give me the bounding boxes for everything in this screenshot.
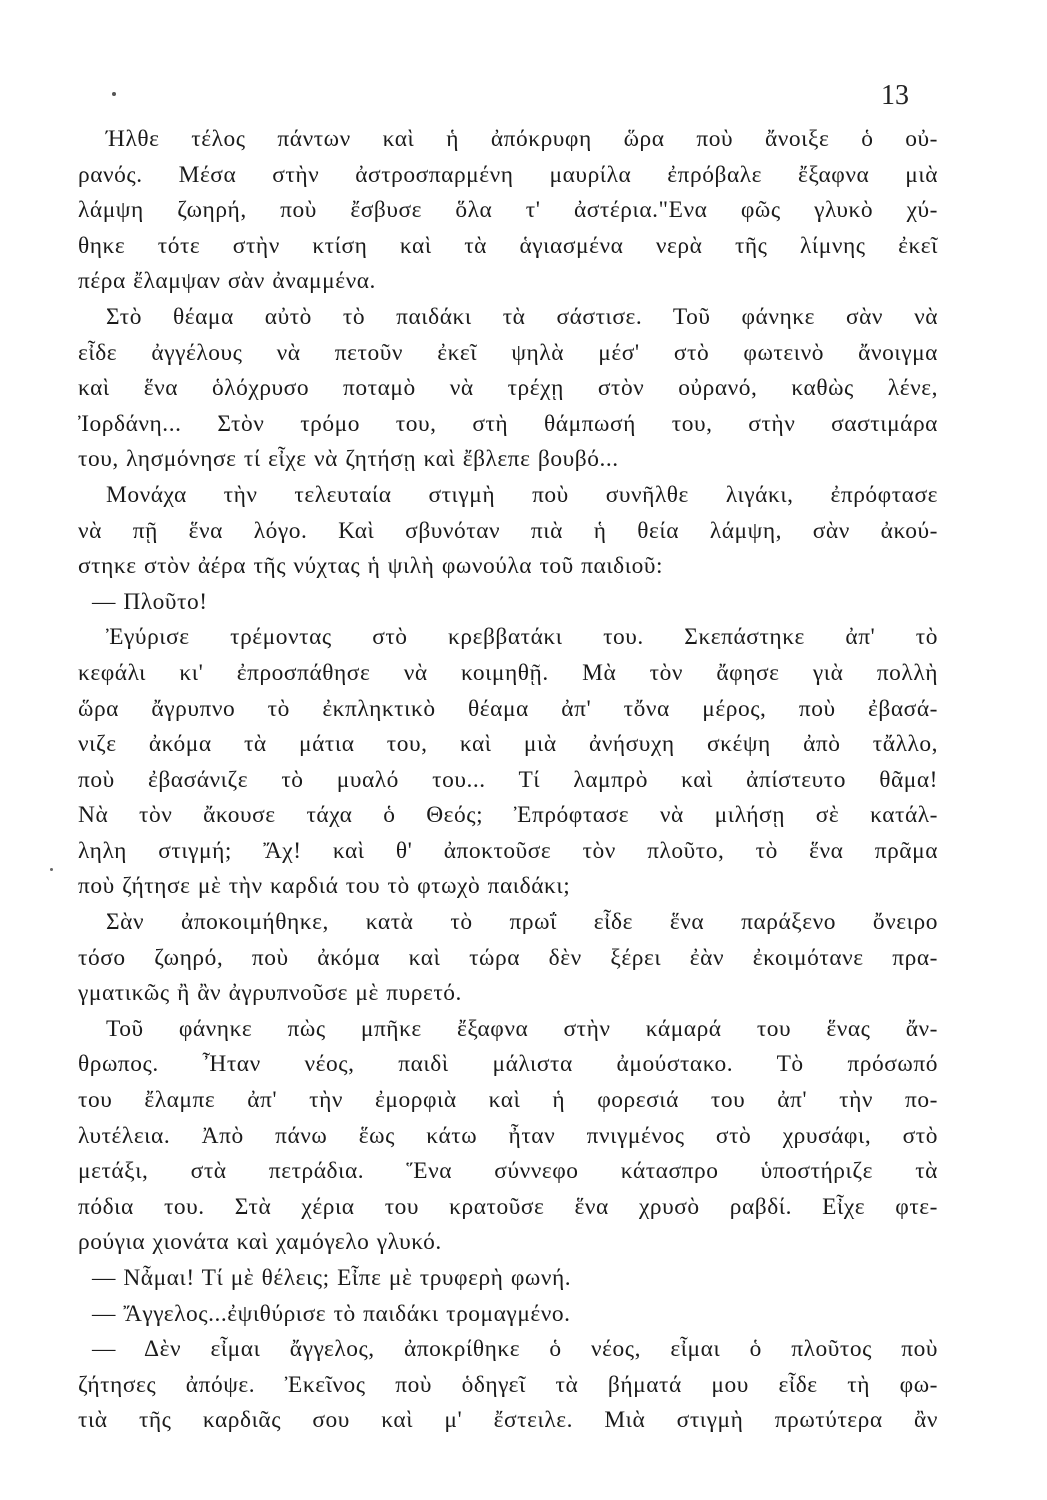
page-number: 13 xyxy=(881,80,909,111)
text-line: θρωπος. Ἦταν νέος, παιδὶ μάλιστα ἀμούστακο. Τὸ πρόσωπό xyxy=(78,1051,938,1078)
text-line: ποὺ ἐβασάνιζε τὸ μυαλό του... Τί λαμπρὸ καὶ ἀπίστευτο θᾶμα! xyxy=(78,766,938,793)
dialogue-line: — Νἆμαι! Τί μὲ θέλεις; Εἶπε μὲ τρυφερὴ φωνή. xyxy=(92,1265,572,1291)
text-line: ρούγια χιονάτα καὶ χαμόγελο γλυκό. xyxy=(78,1229,442,1256)
text-line: λάμψη ζωηρή, ποὺ ἔσβυσε ὅλα τ' ἀστέρια."Ενα φῶς γλυκὸ χύ- xyxy=(78,197,938,224)
text-line: ρανός. Μέσα στὴν ἀστροσπαρμένη μαυρίλα ἐπρόβαλε ἔξαφνα μιὰ xyxy=(78,161,938,188)
text-line: ὥρα ἄγρυπνο τὸ ἐκπληκτικὸ θέαμα ἀπ' τὄνα μέρος, ποὺ ἐβασά- xyxy=(78,695,938,722)
dialogue-line: — Δὲν εἶμαι ἄγγελος, ἀποκρίθηκε ὁ νέος, εἶμαι ὁ πλοῦτος ποὺ xyxy=(92,1336,938,1363)
body-text xyxy=(78,122,938,1439)
text-line: νιζε ἀκόμα τὰ μάτια του, καὶ μιὰ ἀνήσυχη σκέψη ἀπὸ τἄλλο, xyxy=(78,731,938,758)
text-line: καὶ ἕνα ὁλόχρυσο ποταμὸ νὰ τρέχῃ στὸν οὐρανό, καθὼς λένε, xyxy=(78,375,938,402)
dialogue-line: — Ἄγγελος...ἐψιθύρισε τὸ παιδάκι τρομαγμένο. xyxy=(92,1300,571,1327)
text-line: Μονάχα τὴν τελευταία στιγμὴ ποὺ συνῆλθε λιγάκι, ἐπρόφτασε xyxy=(106,481,938,508)
text-line: εἶδε ἀγγέλους νὰ πετοῦν ἐκεῖ ψηλὰ μέσ' στὸ φωτεινὸ ἄνοιγμα xyxy=(78,339,938,366)
text-line: πόδια του. Στὰ χέρια του κρατοῦσε ἕνα χρυσὸ ραβδί. Εἶχε φτε- xyxy=(78,1193,938,1220)
text-line: μετάξι, στὰ πετράδια. Ἕνα σύννεφο κάτασπρο ὑποστήριζε τὰ xyxy=(78,1158,938,1185)
text-line: του, λησμόνησε τί εἶχε νὰ ζητήσῃ καὶ ἔβλεπε βουβό... xyxy=(78,446,619,473)
dialogue-line: — Πλοῦτο! xyxy=(92,588,208,615)
text-line: Ήλθε τέλος πάντων καὶ ἡ ἀπόκρυφη ὥρα ποὺ ἄνοιξε ὁ οὐ- xyxy=(106,126,938,152)
text-line: του ἔλαμπε ἀπ' τὴν ἐμορφιὰ καὶ ἡ φορεσιά του ἀπ' τὴν πο- xyxy=(78,1087,938,1114)
text-line: Τοῦ φάνηκε πὼς μπῆκε ἔξαφνα στὴν κάμαρά του ἕνας ἄν- xyxy=(106,1015,938,1042)
text-line: γματικῶς ἢ ἂν ἀγρυπνοῦσε μὲ πυρετό. xyxy=(78,980,462,1007)
text-line: ποὺ ζήτησε μὲ τὴν καρδιά του τὸ φτωχὸ παιδάκι; xyxy=(78,873,571,900)
text-line: ζήτησες ἀπόψε. Ἐκεῖνος ποὺ ὁδηγεῖ τὰ βήματά μου εἶδε τὴ φω- xyxy=(78,1371,938,1398)
text-line: νὰ πῇ ἕνα λόγο. Καὶ σβυνόταν πιὰ ἡ θεία λάμψη, σὰν ἀκού- xyxy=(78,517,938,544)
text-line: Στὸ θέαμα αὐτὸ τὸ παιδάκι τὰ σάστισε. Τοῦ φάνηκε σὰν νὰ xyxy=(106,303,938,330)
text-line: στηκε στὸν ἀέρα τῆς νύχτας ἡ ψιλὴ φωνούλα τοῦ παιδιοῦ: xyxy=(78,553,664,580)
text-line: πέρα ἔλαμψαν σὰν ἀναμμένα. xyxy=(78,268,376,295)
text-line: κεφάλι κι' ἐπροσπάθησε νὰ κοιμηθῇ. Μὰ τὸν ἄφησε γιὰ πολλὴ xyxy=(78,659,938,686)
text-line: ληλη στιγμή; Ἄχ! καὶ θ' ἀποκτοῦσε τὸν πλοῦτο, τὸ ἕνα πρᾶμα xyxy=(78,837,938,864)
text-line: θηκε τότε στὴν κτίση καὶ τὰ ἁγιασμένα νερὰ τῆς λίμνης ἐκεῖ xyxy=(78,232,938,259)
text-line: τόσο ζωηρό, ποὺ ἀκόμα καὶ τώρα δὲν ξέρει ἐὰν ἐκοιμότανε πρα- xyxy=(78,944,938,971)
print-speck xyxy=(112,92,116,96)
text-line: Σὰν ἀποκοιμήθηκε, κατὰ τὸ πρωΐ εἶδε ἕνα παράξενο ὄνειρο xyxy=(106,909,938,936)
text-line: Ἰορδάνη... Στὸν τρόμο του, στὴ θάμπωσή του, στὴν σαστιμάρα xyxy=(78,410,938,437)
text-line: λυτέλεια. Ἀπὸ πάνω ἕως κάτω ἦταν πνιγμένος στὸ χρυσάφι, στὸ xyxy=(78,1122,938,1149)
text-line: Ἐγύρισε τρέμοντας στὸ κρεββατάκι του. Σκεπάστηκε ἀπ' τὸ xyxy=(106,624,938,651)
margin-speck xyxy=(50,868,53,871)
text-line: Νὰ τὸν ἄκουσε τάχα ὁ Θεός; Ἐπρόφτασε νὰ μιλήσῃ σὲ κατάλ- xyxy=(78,802,938,829)
text-line: τιὰ τῆς καρδιᾶς σου καὶ μ' ἔστειλε. Μιὰ στιγμὴ πρωτύτερα ἂν xyxy=(78,1407,938,1434)
